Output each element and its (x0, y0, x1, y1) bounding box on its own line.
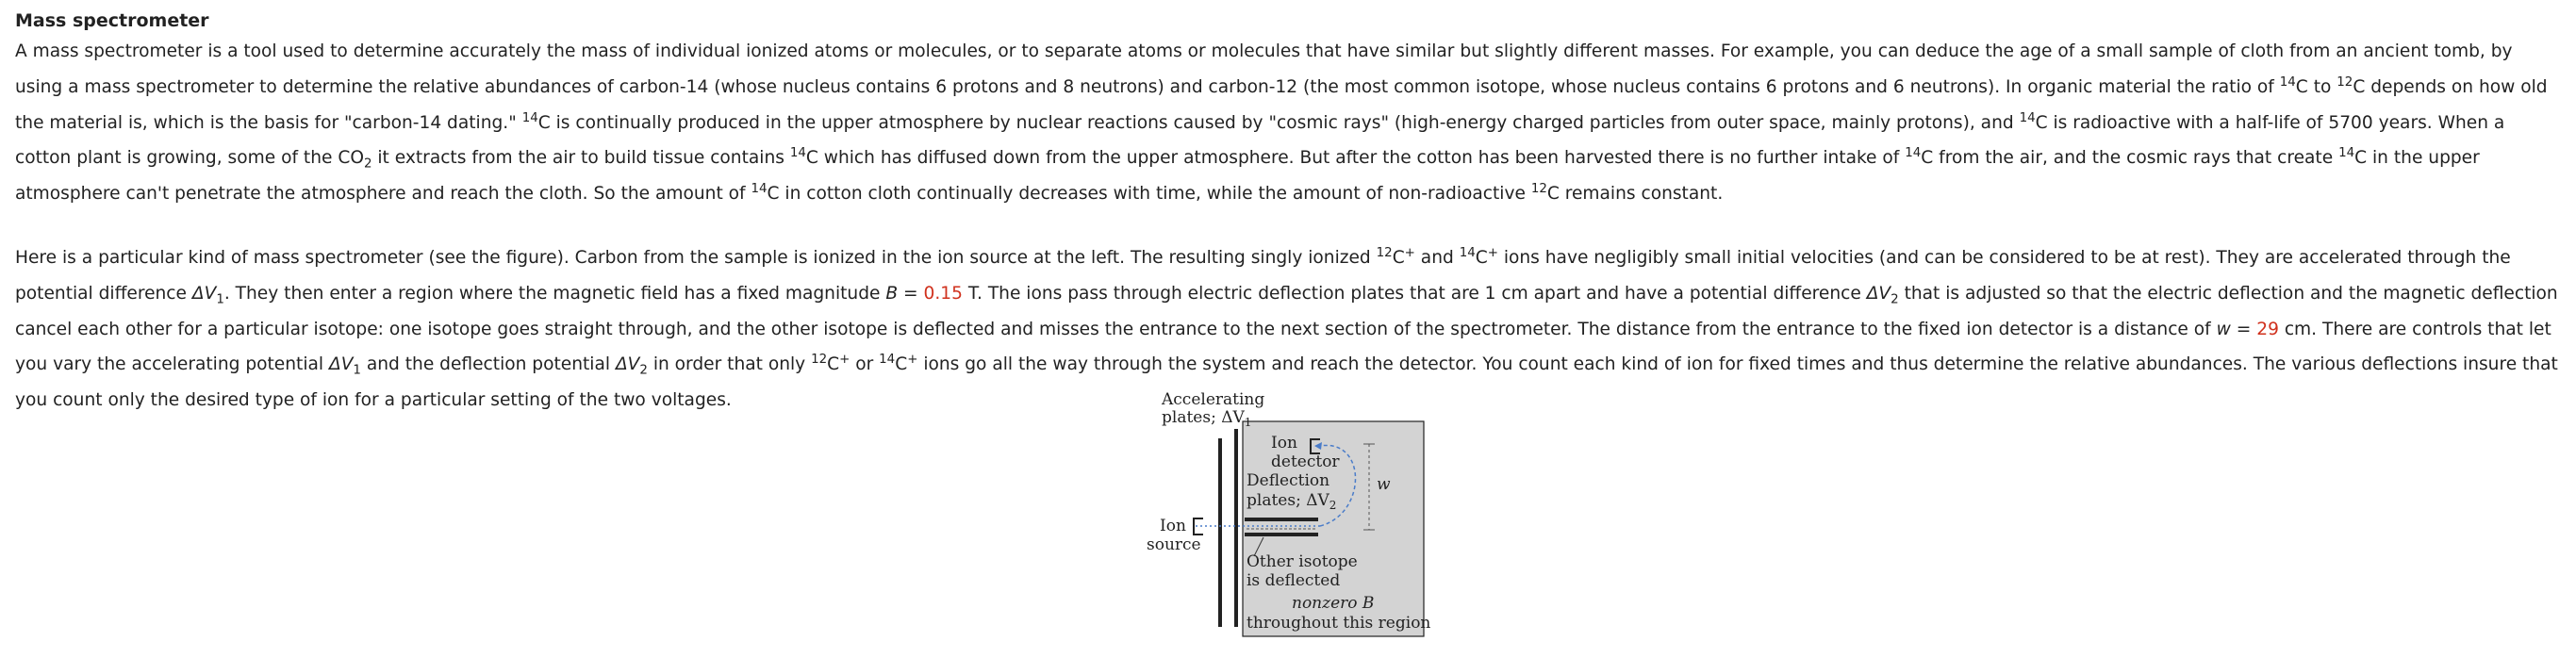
text: C (1921, 148, 1934, 169)
ion-source-label-1: Ion (1160, 517, 1186, 535)
deflection-plates-label-2 (1247, 491, 1336, 512)
text: . They then enter a region where the magnetic field has a fixed magnitude (223, 283, 886, 304)
text: that is adjusted so that the electric deflection and the magnetic deflection cancel each other for a particular isotope: one isotope goes straight through, and the other isotope is deflected and misses the entrance to the next section of the spectrometer. The distance from the entrance to the fixed ion detector is a distance of (15, 283, 2558, 339)
isotope-sup: 14 (521, 110, 538, 125)
text: or (850, 354, 880, 375)
document (15, 9, 2561, 419)
isotope-sup: 12 (2337, 74, 2353, 90)
isotope-sup: 12 (811, 353, 828, 368)
text: C (895, 354, 908, 375)
text: C (767, 184, 780, 205)
subscript: 2 (1891, 292, 1899, 307)
ion-source-label-2: source (1147, 535, 1201, 554)
variable: ΔV (1866, 283, 1891, 304)
text: and (1414, 247, 1460, 268)
subscript: 1 (353, 364, 361, 379)
text: C (2353, 76, 2366, 97)
isotope-sup: 14 (751, 182, 768, 196)
text: C (827, 354, 840, 375)
charge-sup: + (1404, 245, 1415, 260)
text: C (2354, 148, 2368, 169)
variable: w (2216, 319, 2231, 339)
isotope-sup: 14 (789, 146, 806, 161)
variable: ΔV (328, 354, 354, 375)
w-label: w (1377, 475, 1391, 494)
text: = (898, 283, 924, 304)
text: C (2035, 112, 2048, 133)
subscript: 2 (363, 157, 372, 173)
text: it extracts from the air to build tissue contains (372, 148, 790, 169)
accel-label-sub: 1 (1244, 416, 1252, 429)
text: in the upper atmosphere can't penetrate the atmosphere and reach the cloth. So the amount of (15, 148, 2480, 205)
text: to (2307, 76, 2337, 97)
deflection-plate-bottom (1245, 533, 1318, 536)
accelerating-plate-left (1218, 438, 1222, 627)
text: C (1392, 247, 1405, 268)
text: remains constant. (1559, 184, 1724, 205)
ion-detector-label-1: Ion (1271, 434, 1297, 452)
charge-sup: + (907, 353, 918, 368)
charge-sup: + (839, 353, 850, 368)
text: = (2230, 319, 2257, 339)
deflection-plate-top (1245, 518, 1318, 521)
other-isotope-label-2: is deflected (1247, 571, 1341, 590)
text: A mass spectrometer is a tool used to determine accurately the mass of individual ionized atoms or molecules, or to separate atoms or molecules that have similar but slightly different masses. For example, you can deduce the age of a small sample of cloth from an ancient tomb, by using a mass spectrometer to determine the relative abundances of carbon-14 (whose nucleus contains 6 protons and 8 neutrons) and carbon-12 (the most common isotope, whose nucleus contains 6 protons and 6 neutrons). In organic material the ratio of (15, 41, 2513, 97)
variable: ΔV (191, 283, 217, 304)
variable: B (885, 283, 899, 304)
isotope-sup: 14 (2279, 74, 2296, 90)
distance-value: 29 (2256, 319, 2279, 339)
deflection-label-sub: 2 (1329, 499, 1337, 512)
paragraph-intro (15, 34, 2561, 212)
isotope-sup: 14 (2019, 110, 2036, 125)
text: C (1475, 247, 1488, 268)
accelerating-plates-label-1: Accelerating (1162, 391, 1265, 409)
isotope-sup: 14 (1905, 146, 1922, 161)
region-label-2: throughout this region (1247, 614, 1431, 633)
text: Here is a particular kind of mass spectrometer (see the figure). Carbon from the sample is ionized in the ion source at the left. The resulting singly ionized (15, 247, 1377, 268)
text: depends on how old the material is, which is the basis for "carbon-14 dating." (15, 76, 2548, 133)
text: C (2295, 76, 2308, 97)
text: is radioactive with a half-life of 5700 years. When a cotton plant is growing, some of the CO (15, 112, 2505, 169)
text: which has diffused down from the upper atmosphere. But after the cotton has been harvested there is no further intake of (817, 148, 1906, 169)
text: in cotton cloth continually decreases with time, while the amount of non-radioactive (779, 184, 1531, 205)
isotope-sup: 14 (2338, 146, 2355, 161)
deflection-plates-label-1: Deflection (1247, 471, 1330, 490)
accel-label-text: plates; ΔV (1162, 408, 1245, 427)
other-isotope-label-1: Other isotope (1247, 552, 1358, 571)
mass-spectrometer-figure (1141, 391, 1443, 641)
text: in order that only (647, 354, 812, 375)
text: C (537, 112, 551, 133)
isotope-sup: 14 (1459, 245, 1476, 260)
accelerating-plates-label-2 (1162, 408, 1251, 429)
text: ions have negligibly small initial velocities (and can be considered to be at rest). They are accelerated through the potential difference (15, 247, 2511, 304)
isotope-sup: 14 (879, 353, 896, 368)
variable: ΔV (615, 354, 640, 375)
text: T. The ions pass through electric deflection plates that are 1 cm apart and have a potential difference (962, 283, 1867, 304)
region-label-1: nonzero B (1292, 594, 1375, 613)
deflection-label-text: plates; ΔV (1247, 491, 1329, 510)
page-title: Mass spectrometer (15, 10, 209, 31)
b-field-value: 0.15 (923, 283, 963, 304)
subscript: 1 (216, 292, 224, 307)
text: and the deflection potential (360, 354, 616, 375)
text: is continually produced in the upper atmosphere by nuclear reactions caused by "cosmic rays" (high-energy charged particles from outer space, mainly protons), and (550, 112, 2020, 133)
charge-sup: + (1487, 245, 1498, 260)
text: ions go all the way through the system and reach the detector. You count each kind of ion for fixed times and thus determine the relative abundances. The various deflections insure that you count only the desired type of ion for a particular setting of the two voltages. (15, 354, 2558, 411)
accelerating-plate-right (1234, 429, 1238, 627)
text: from the air, and the cosmic rays that create (1933, 148, 2339, 169)
subscript: 2 (639, 364, 648, 379)
text: C (1546, 184, 1560, 205)
ion-detector-label-2: detector (1271, 452, 1340, 471)
isotope-sup: 12 (1530, 182, 1547, 196)
text: cm. There are controls that let you vary the accelerating potential (15, 319, 2551, 375)
text: C (805, 148, 818, 169)
isotope-sup: 12 (1376, 245, 1393, 260)
figure-svg (1141, 391, 1443, 641)
